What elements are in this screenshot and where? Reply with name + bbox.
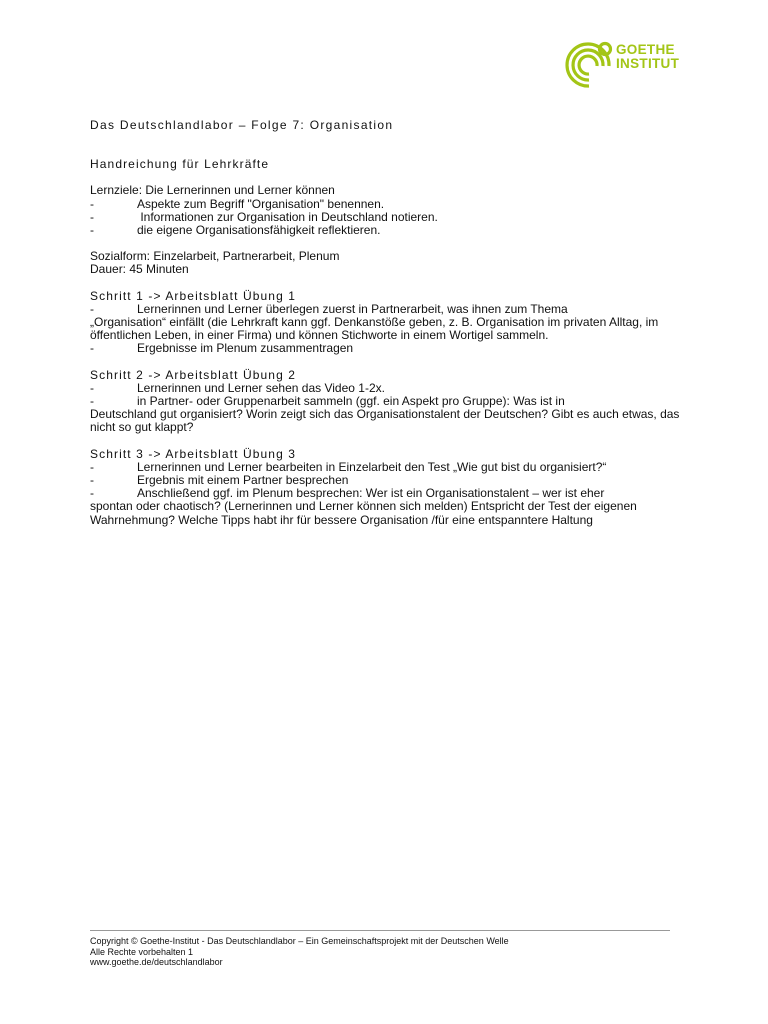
page-footer [90, 930, 672, 968]
step-heading: Schritt 3 -> Arbeitsblatt Übung 3 [90, 446, 297, 461]
list-dash: - [90, 473, 94, 488]
goal-text: die eigene Organisationsfähigkeit reflektieren. [137, 223, 381, 238]
step-continuation: spontan oder chaotisch? (Lernerinnen und Lerner können sich melden) Entspricht der Test der eigenen Wahrnehmung? Welche Tipps habt ihr für bessere Organisation /für eine entspanntere Haltung [90, 499, 637, 527]
step-continuation: Deutschland gut organisiert? Worin zeigt sich das Organisationstalent der Deutschen? Gibt es auch etwas, das nicht so gut klappt? [90, 407, 680, 435]
step-text: in Partner- oder Gruppenarbeit sammeln (ggf. ein Aspekt pro Gruppe): Was ist in [137, 394, 565, 409]
list-dash: - [90, 301, 94, 316]
goethe-spiral-icon [563, 40, 615, 90]
dauer: Dauer: 45 Minuten [90, 262, 189, 277]
goal-item [90, 224, 680, 237]
step-text: Anschließend ggf. im Plenum besprechen: Wer ist ein Organisationstalent – wer ist eher [137, 486, 605, 501]
list-dash: - [90, 459, 94, 474]
goal-item [90, 198, 680, 211]
step-text: Ergebnis mit einem Partner besprechen [137, 473, 349, 488]
sozialform: Sozialform: Einzelarbeit, Partnerarbeit, Plenum [90, 249, 340, 264]
step-1 [90, 290, 680, 356]
step-text: Lernerinnen und Lerner sehen das Video 1-2x. [137, 380, 385, 395]
step-text: Lernerinnen und Lerner überlegen zuerst in Partnerarbeit, was ihnen zum Thema [137, 301, 568, 316]
footer-copyright: Copyright © Goethe-Institut - Das Deutschlandlabor – Ein Gemeinschaftsprojekt mit der Deutschen Welle [90, 936, 509, 946]
list-dash: - [90, 196, 94, 211]
footer-url: www.goethe.de/deutschlandlabor [90, 957, 223, 967]
step-continuation: „Organisation“ einfällt (die Lehrkraft kann ggf. Denkanstöße geben, z. B. Organisation im privaten Alltag, im öffentlichen Leben, in einer Firma) und können Stichworte in einem Wortigel sammeln. [90, 315, 659, 343]
step-item [90, 342, 680, 355]
step-heading: Schritt 2 -> Arbeitsblatt Übung 2 [90, 367, 297, 382]
footer-rights: Alle Rechte vorbehalten 1 [90, 946, 194, 957]
logo-wordmark [616, 43, 679, 70]
step-3 [90, 448, 680, 527]
step-2 [90, 369, 680, 435]
list-dash: - [90, 486, 94, 501]
goal-text: Aspekte zum Begriff "Organisation" benennen. [137, 196, 385, 211]
document-subtitle: Handreichung für Lehrkräfte [90, 157, 270, 172]
list-dash: - [90, 341, 94, 356]
meta-info [90, 250, 680, 276]
step-heading: Schritt 1 -> Arbeitsblatt Übung 1 [90, 288, 297, 303]
list-dash: - [90, 394, 94, 409]
footer-divider [90, 930, 670, 931]
document-title: Das Deutschlandlabor – Folge 7: Organisation [90, 118, 394, 132]
goal-text: Informationen zur Organisation in Deutschland notieren. [137, 209, 438, 224]
document-body [90, 119, 680, 540]
goals-heading: Lernziele: Die Lernerinnen und Lerner können [90, 183, 335, 198]
logo-line-institut: INSTITUT [616, 55, 680, 71]
step-text: Lernerinnen und Lerner bearbeiten in Einzelarbeit den Test „Wie gut bist du organisiert?“ [137, 459, 607, 474]
list-dash: - [90, 209, 94, 224]
list-dash: - [90, 223, 94, 238]
learning-goals [90, 184, 680, 237]
logo-line-goethe: GOETHE [616, 42, 675, 57]
goethe-institut-logo [563, 40, 693, 90]
step-text: Ergebnisse im Plenum zusammentragen [137, 341, 354, 356]
list-dash: - [90, 380, 94, 395]
